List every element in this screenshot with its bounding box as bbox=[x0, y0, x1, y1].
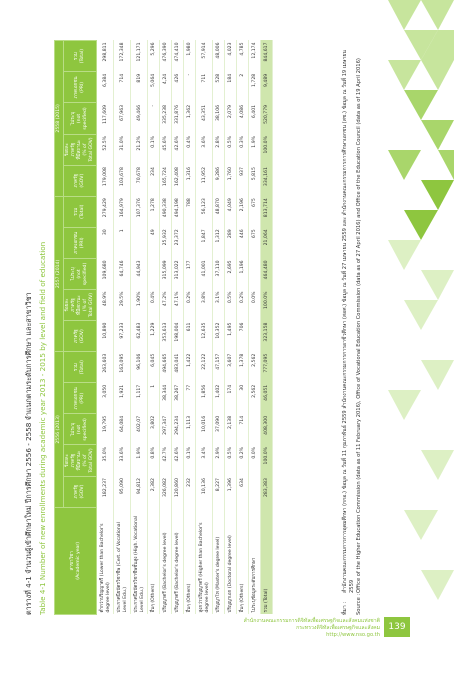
field-header: สาขาวิชา (Academic year) bbox=[55, 507, 97, 614]
table-cell: 38,344 bbox=[160, 383, 172, 414]
table-cell: 0.2% bbox=[184, 289, 196, 320]
table-cell: 179,008 bbox=[97, 165, 114, 196]
table-cell: 474,410 bbox=[172, 41, 184, 72]
table-cell: 334,161 bbox=[261, 165, 273, 196]
table-cell: 1.90% bbox=[131, 289, 148, 320]
table-cell: 30 bbox=[237, 383, 249, 414]
table-cell: 48.9% bbox=[97, 289, 114, 320]
table-cell: 174 bbox=[225, 383, 237, 414]
table-cell: 2,695 bbox=[225, 258, 237, 289]
table-cell: 323,158 bbox=[261, 321, 273, 352]
rotated-table-block bbox=[24, 40, 384, 615]
table-cell: 528 bbox=[213, 72, 225, 103]
table-cell: 19,795 bbox=[97, 414, 114, 445]
table-cell: 10,352 bbox=[213, 321, 225, 352]
table-cell: 0.1% bbox=[184, 445, 196, 476]
table-cell: - bbox=[148, 103, 160, 134]
table-cell: 0.2% bbox=[237, 445, 249, 476]
table-cell: 11,952 bbox=[196, 165, 213, 196]
table-cell: 289 bbox=[225, 227, 237, 258]
table-cell: 1 bbox=[148, 383, 160, 414]
table-cell: 1,229 bbox=[148, 321, 160, 352]
table-cell: 1,856 bbox=[196, 383, 213, 414]
table-cell: 777,095 bbox=[261, 352, 273, 383]
table-row bbox=[213, 41, 225, 615]
table-cell: 38,106 bbox=[213, 103, 225, 134]
table-cell: 198,004 bbox=[172, 321, 184, 352]
table-cell: 326,082 bbox=[160, 476, 172, 507]
table-cell: 3.6% bbox=[196, 134, 213, 165]
row-label: สูงกว่าปริญญาตรี (Higher than Bachelor's degree level) bbox=[196, 507, 213, 614]
table-cell: 64,746 bbox=[114, 258, 131, 289]
table-row bbox=[148, 41, 160, 615]
table-cell: 43,351 bbox=[196, 103, 213, 134]
row-label: ปริญญาตรี (Bachelor's degree level) bbox=[160, 507, 172, 614]
table-cell: 706 bbox=[237, 321, 249, 352]
decorative-triangles bbox=[388, 0, 454, 680]
table-cell: 9,489 bbox=[261, 72, 273, 103]
table-cell: 0.0% bbox=[249, 289, 261, 320]
table-cell: 2,196 bbox=[237, 196, 249, 227]
row-label: ประกาศนียบัตรวิชาชีพชั้นสูง (High. Vocational Level Edu.) bbox=[131, 507, 148, 614]
table-cell: 476,390 bbox=[160, 41, 172, 72]
column-subheader: ร้อยละ ภาครัฐ ที่มีสถานะ (% of Total GOV) bbox=[64, 289, 97, 320]
footer-url[interactable]: http://www.nso.go.th bbox=[326, 632, 380, 638]
table-cell: 100.0% bbox=[261, 445, 273, 476]
table-notes bbox=[342, 40, 363, 615]
table-cell: 1,760 bbox=[225, 165, 237, 196]
table-cell: 234 bbox=[148, 165, 160, 196]
table-cell: 3.8% bbox=[196, 289, 213, 320]
table-cell: 35.0% bbox=[97, 445, 114, 476]
table-cell: 402,07 bbox=[131, 414, 148, 445]
table-cell: 45.6% bbox=[160, 134, 172, 165]
table-row bbox=[225, 41, 237, 615]
table-cell: 1 bbox=[114, 227, 131, 258]
table-cell: 21.2% bbox=[131, 134, 148, 165]
table-row bbox=[237, 41, 249, 615]
table-cell: 1,113 bbox=[184, 414, 196, 445]
column-subheader: ภาครัฐ (GOV) bbox=[64, 321, 97, 352]
table-cell bbox=[131, 227, 148, 258]
table-cell: 77 bbox=[184, 383, 196, 414]
table-row bbox=[172, 41, 184, 615]
table-cell: 37,090 bbox=[213, 414, 225, 445]
table-cell: 819 bbox=[131, 72, 148, 103]
table-cell: 263,603 bbox=[97, 352, 114, 383]
table-cell: 2,562 bbox=[249, 352, 261, 383]
table-cell: 4,023 bbox=[225, 41, 237, 72]
table-cell: 67,963 bbox=[114, 103, 131, 134]
table-cell: 0.4% bbox=[148, 289, 160, 320]
table-cell: 31.0% bbox=[114, 134, 131, 165]
table-cell: 103,678 bbox=[114, 165, 131, 196]
table-cell: 100.0% bbox=[261, 134, 273, 165]
table-cell: - bbox=[184, 72, 196, 103]
table-cell: 335,238 bbox=[160, 103, 172, 134]
table-cell: 313,022 bbox=[172, 258, 184, 289]
row-label: อื่นๆ (Others) bbox=[237, 507, 249, 614]
page-number: 139 bbox=[384, 617, 410, 637]
table-cell: 121,171 bbox=[131, 41, 148, 72]
table-row bbox=[160, 41, 172, 615]
table-cell: 1,402 bbox=[213, 383, 225, 414]
table-row bbox=[131, 41, 148, 615]
table-row bbox=[249, 41, 261, 615]
table-cell: 94,812 bbox=[131, 476, 148, 507]
table-cell: 483,041 bbox=[172, 352, 184, 383]
table-cell: 1,316 bbox=[184, 165, 196, 196]
table-cell: 0.0% bbox=[249, 445, 261, 476]
table-cell: 353,613 bbox=[160, 321, 172, 352]
table-cell: 813,714 bbox=[261, 196, 273, 227]
table-cell: 464,480 bbox=[261, 258, 273, 289]
table-cell: 5,064 bbox=[148, 72, 160, 103]
table-cell: 46,051 bbox=[261, 383, 273, 414]
table-cell: 4,049 bbox=[225, 196, 237, 227]
table-cell: 9,286 bbox=[213, 165, 225, 196]
table-cell: 1,378 bbox=[237, 352, 249, 383]
table-cell: 42.6% bbox=[172, 445, 184, 476]
table-cell: 162,408 bbox=[172, 165, 184, 196]
table-cell: 1,396 bbox=[225, 476, 237, 507]
table-cell: 494,665 bbox=[160, 352, 172, 383]
table-cell: 22,122 bbox=[196, 352, 213, 383]
table-cell: 297,347 bbox=[160, 414, 172, 445]
table-cell: 3.1% bbox=[213, 289, 225, 320]
table-cell: 3,607 bbox=[225, 352, 237, 383]
column-subheader: รวม (Total) bbox=[64, 352, 97, 383]
table-cell: 520,779 bbox=[261, 103, 273, 134]
page-footer bbox=[212, 618, 380, 639]
row-label: อื่นๆ (Others) bbox=[148, 507, 160, 614]
column-subheader: ร้อยละ ภาครัฐ ที่มีสถานะ (% of Total GOV) bbox=[64, 134, 97, 165]
column-subheader: ภาคเอกชน (PRI) bbox=[64, 72, 97, 103]
table-cell: 711 bbox=[196, 72, 213, 103]
table-cell: 5,815 bbox=[249, 165, 261, 196]
table-cell: 8,227 bbox=[213, 476, 225, 507]
table-cell: 1,980 bbox=[184, 41, 196, 72]
table-cell: 96,106 bbox=[131, 352, 148, 383]
table-cell: 172,348 bbox=[114, 41, 131, 72]
table-cell: 12,174 bbox=[249, 41, 261, 72]
table-cell: 0.8% bbox=[148, 445, 160, 476]
table-cell: 1,117 bbox=[131, 383, 148, 414]
column-subheader: ไม่ระบุ (not specified) bbox=[64, 103, 97, 134]
table-cell: 3,802 bbox=[148, 414, 160, 445]
table-cell: 6,384 bbox=[97, 72, 114, 103]
table-cell: 3,050 bbox=[97, 383, 114, 414]
table-cell: 12,635 bbox=[196, 321, 213, 352]
table-body bbox=[97, 41, 273, 615]
table-cell: 42.6% bbox=[172, 134, 184, 165]
row-label: อื่นๆ (Others) bbox=[184, 507, 196, 614]
table-cell: 294,234 bbox=[172, 414, 184, 445]
table-cell bbox=[249, 476, 261, 507]
column-subheader: ภาครัฐ (GOV) bbox=[64, 165, 97, 196]
table-cell: 10,016 bbox=[196, 414, 213, 445]
table-cell: 3.4% bbox=[196, 445, 213, 476]
enrollment-table bbox=[54, 40, 273, 615]
table-cell: 163,095 bbox=[114, 352, 131, 383]
year-header: 2556 (2013) bbox=[55, 352, 64, 507]
table-cell: 164,979 bbox=[114, 196, 131, 227]
column-subheader: รวม (Total) bbox=[64, 41, 97, 72]
row-label: ปริญญาโท (Master's degree level) bbox=[213, 507, 225, 614]
note-text: สำนักงานคณะกรรมการการอุดมศึกษา (กกอ.) ข้อมูล ณ วันที่ 11 กุมภาพันธ์ 2559 สำนักงานคณะกรรมการการอาชีวศึกษา (สอศ.) ข้อมูล ณ วันที่ 27 เมษายน 2559 และ สำนักงานคณะกรรมการการศึกษาเอกชน (สช.) ข้อมูล ณ วันที่ 19 เมษายน 2559 bbox=[342, 50, 355, 593]
column-subheader: รวม (Total) bbox=[64, 196, 97, 227]
table-cell: 0.3% bbox=[237, 134, 249, 165]
table-cell: 2,079 bbox=[225, 103, 237, 134]
row-label: ต่ำกว่าปริญญาตรี (Lower than Bachelor's degree level) bbox=[97, 507, 114, 614]
table-row bbox=[97, 41, 114, 615]
column-subheader: ภาคเอกชน (PRI) bbox=[64, 383, 97, 414]
table-cell: 25,932 bbox=[160, 227, 172, 258]
table-cell: 177 bbox=[184, 258, 196, 289]
table-row bbox=[114, 41, 131, 615]
note-key: Source : bbox=[356, 593, 362, 615]
table-cell: 49,466 bbox=[131, 103, 148, 134]
table-cell: 1,422 bbox=[184, 352, 196, 383]
table-cell: 95,090 bbox=[114, 476, 131, 507]
table-cell: 23,372 bbox=[172, 227, 184, 258]
table-cell: 611 bbox=[184, 321, 196, 352]
table-cell: 298,811 bbox=[97, 41, 114, 72]
row-label: ปริญญาเอก (Doctoral degree level) bbox=[225, 507, 237, 614]
table-cell: 2.8% bbox=[213, 134, 225, 165]
year-header: 2557 (2014) bbox=[55, 196, 64, 351]
table-cell: 70,678 bbox=[131, 165, 148, 196]
table-cell: 120,860 bbox=[172, 476, 184, 507]
table-cell: 5,296 bbox=[148, 41, 160, 72]
table-cell bbox=[249, 414, 261, 445]
table-cell: 47.2% bbox=[160, 289, 172, 320]
table-cell: 408,300 bbox=[261, 414, 273, 445]
table-cell: 48,006 bbox=[213, 41, 225, 72]
table-row bbox=[184, 41, 196, 615]
table-cell: 1.9% bbox=[249, 134, 261, 165]
table-cell: 1,196 bbox=[237, 258, 249, 289]
table-cell: 426 bbox=[172, 72, 184, 103]
table-cell: 490,338 bbox=[160, 196, 172, 227]
table-cell: 675 bbox=[249, 227, 261, 258]
table-cell: 165,724 bbox=[160, 165, 172, 196]
table-cell: 4,24 bbox=[160, 72, 172, 103]
table-cell: 97,233 bbox=[114, 321, 131, 352]
table-cell: 446 bbox=[237, 227, 249, 258]
table-cell: 1,728 bbox=[249, 72, 261, 103]
table-cell: 57,914 bbox=[196, 41, 213, 72]
table-cell: 107,376 bbox=[131, 196, 148, 227]
table-cell: 109,680 bbox=[97, 258, 114, 289]
column-subheader: ภาคเอกชน (PRI) bbox=[64, 227, 97, 258]
table-cell: 1,312 bbox=[213, 227, 225, 258]
table-cell: 0.5% bbox=[225, 134, 237, 165]
table-cell: 1,847 bbox=[196, 227, 213, 258]
table-cell: 634 bbox=[237, 476, 249, 507]
table-cell bbox=[249, 321, 261, 352]
table-row bbox=[196, 41, 213, 615]
row-label: ไม่ระบุข้อมูลระดับการศึกษา bbox=[249, 507, 261, 614]
table-title-thai: ตารางที่ 4-1 จำนวนผู้เข้าศึกษาใหม่ ปีการศึกษา 2556 - 2558 จำแนกตามระดับการศึกษา และสาขาวิชา bbox=[24, 292, 33, 615]
table-cell: 42.7% bbox=[160, 445, 172, 476]
table-cell bbox=[184, 227, 196, 258]
table-cell bbox=[249, 258, 261, 289]
table-cell: 494,198 bbox=[172, 196, 184, 227]
table-cell: 184 bbox=[225, 72, 237, 103]
table-cell: 1,362 bbox=[184, 103, 196, 134]
column-subheader: ภาครัฐ (GOV) bbox=[64, 476, 97, 507]
table-cell: 49 bbox=[148, 227, 160, 258]
table-cell: 47.1% bbox=[172, 289, 184, 320]
row-label: ประกาศนียบัตรวิชาชีพ (Cert. of Vocational Level Edu.) bbox=[114, 507, 131, 614]
footer-ministry: กระทรวงดิจิทัลเพื่อเศรษฐกิจและสังคม bbox=[296, 625, 380, 631]
column-subheader: ไม่ระบุ (not specified) bbox=[64, 414, 97, 445]
table-cell: 0.5% bbox=[225, 289, 237, 320]
table-cell: 4,785 bbox=[237, 41, 249, 72]
table-cell: 10,890 bbox=[97, 321, 114, 352]
table-cell: 937 bbox=[237, 165, 249, 196]
table-cell: 62,483 bbox=[131, 321, 148, 352]
column-subheader: ร้อยละ ภาครัฐ ที่มีสถานะ (% of Total GOV) bbox=[64, 445, 97, 476]
table-cell: 1.9% bbox=[131, 445, 148, 476]
table-cell: 33.6% bbox=[114, 445, 131, 476]
row-label: ปริญญาตรี (Bachelor's degree level) bbox=[172, 507, 184, 614]
table-cell: 0.1% bbox=[148, 134, 160, 165]
table-cell: 0.4% bbox=[184, 134, 196, 165]
table-cell: 331,876 bbox=[172, 103, 184, 134]
table-cell: 4,086 bbox=[237, 103, 249, 134]
table-cell: 44,943 bbox=[131, 258, 148, 289]
table-cell: 2.9% bbox=[213, 445, 225, 476]
table-cell: 6,045 bbox=[148, 352, 160, 383]
table-cell: 675 bbox=[249, 196, 261, 227]
row-label: รวม (Total) bbox=[261, 507, 273, 614]
footer-agency: สำนักงานคณะกรรมการดิจิทัลเพื่อเศรษฐกิจและสังคมแห่งชาติ bbox=[243, 618, 380, 624]
table-cell: 2 bbox=[237, 72, 249, 103]
table-cell: 37,110 bbox=[213, 258, 225, 289]
table-cell: 10,136 bbox=[196, 476, 213, 507]
table-cell: 788 bbox=[184, 196, 196, 227]
year-header: 2558 (2015) bbox=[55, 41, 64, 197]
table-row bbox=[261, 41, 273, 615]
table-cell: 6,401 bbox=[249, 103, 261, 134]
table-cell: 56,123 bbox=[196, 196, 213, 227]
table-cell: 1,495 bbox=[225, 321, 237, 352]
table-cell: 714 bbox=[237, 414, 249, 445]
table-cell: 1,921 bbox=[114, 383, 131, 414]
table-cell: 29.5% bbox=[114, 289, 131, 320]
table-cell: 315,099 bbox=[160, 258, 172, 289]
table-cell: 21,064 bbox=[261, 227, 273, 258]
table-cell: 2,382 bbox=[148, 476, 160, 507]
table-cell: 714 bbox=[114, 72, 131, 103]
column-subheader: ไม่ระบุ (not specified) bbox=[64, 258, 97, 289]
table-cell: 38,267 bbox=[172, 383, 184, 414]
table-cell: 30 bbox=[97, 227, 114, 258]
table-title-english: Table 4-1 Number of new enrollments during academic year 2013 - 2015 by level and field of education bbox=[38, 241, 47, 615]
table-cell: 100.0% bbox=[261, 289, 273, 320]
table-cell: 2,562 bbox=[249, 383, 261, 414]
table-cell: 182,237 bbox=[97, 476, 114, 507]
table-cell: 844,617 bbox=[261, 41, 273, 72]
note-key: ที่มา : bbox=[342, 601, 348, 615]
table-cell bbox=[148, 258, 160, 289]
table-cell: 41,001 bbox=[196, 258, 213, 289]
table-cell: 64,084 bbox=[114, 414, 131, 445]
table-cell: 279,429 bbox=[97, 196, 114, 227]
note-text: Office of the Higher Education Commission (data as of 11 February 2016), Office of Vocational Education Commission (data as of 27 April 2016) and Office of the Education Council (data as of 19 April 2016) bbox=[356, 58, 362, 593]
table-cell: 283,383 bbox=[261, 476, 273, 507]
table-cell: 48,870 bbox=[213, 196, 225, 227]
table-cell: 0.5% bbox=[225, 445, 237, 476]
table-cell: 232 bbox=[184, 476, 196, 507]
table-cell: 117,609 bbox=[97, 103, 114, 134]
table-cell: 47,157 bbox=[213, 352, 225, 383]
table-cell: 2,138 bbox=[225, 414, 237, 445]
table-cell: 52.5% bbox=[97, 134, 114, 165]
table-cell: 0.2% bbox=[237, 289, 249, 320]
table-cell: 1,278 bbox=[148, 196, 160, 227]
